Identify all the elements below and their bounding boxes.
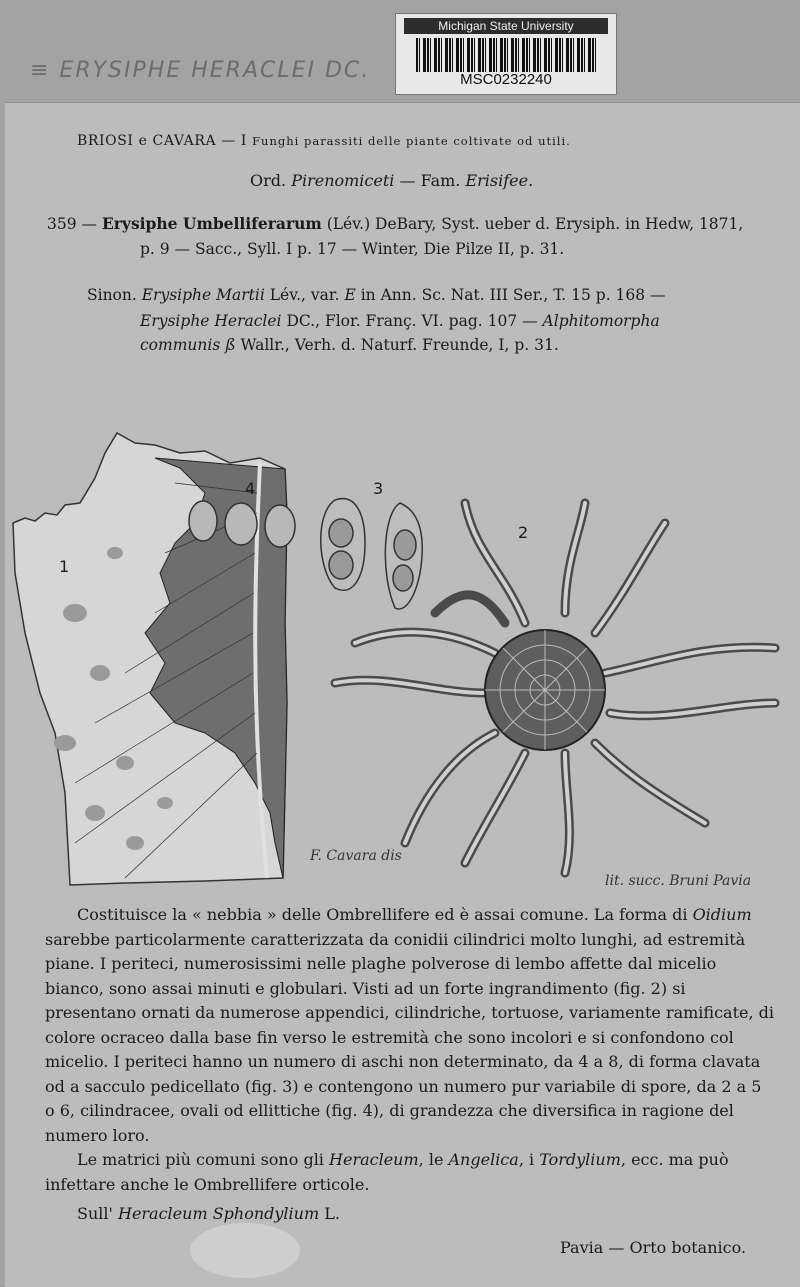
host-prefix: Sull' bbox=[77, 1204, 118, 1223]
series-authors: BRIOSI e CAVARA — I bbox=[77, 133, 253, 149]
spore-illustrations bbox=[189, 501, 295, 547]
printed-label bbox=[5, 102, 800, 1287]
asci-illustrations bbox=[321, 499, 423, 609]
plate-drawing bbox=[5, 373, 800, 893]
entry-number: 359 — bbox=[47, 215, 102, 233]
synonym-1-variety: E bbox=[344, 286, 356, 304]
citation-line-2: p. 9 — Sacc., Syll. I p. 17 — Winter, Die Pilze II, p. 31. bbox=[140, 240, 565, 258]
synonym-line-3 bbox=[140, 336, 559, 354]
synonym-2-name: Erysiphe Heraclei bbox=[140, 312, 282, 330]
synonym-line-1 bbox=[87, 286, 666, 304]
order-family-line bbox=[250, 171, 533, 190]
species-epithet: Umbelliferarum bbox=[182, 214, 322, 233]
description-text bbox=[45, 903, 775, 1197]
tordylium-name: Tordylium bbox=[539, 1150, 621, 1169]
figure-2-label: 2 bbox=[518, 523, 529, 542]
figure-4-label: 4 bbox=[245, 479, 256, 498]
family-separator: — Fam. bbox=[394, 171, 466, 190]
order-prefix: Ord. bbox=[250, 171, 292, 190]
series-title-text: Funghi parassiti delle piante coltivate od utili. bbox=[252, 134, 571, 148]
illustration-plate bbox=[5, 373, 800, 893]
host-line bbox=[77, 1204, 340, 1223]
description-paragraph-2 bbox=[45, 1148, 775, 1197]
figure-1-label: 1 bbox=[59, 557, 70, 576]
description-text-run: sarebbe particolarmente caratterizzata da conidii cilindrici molto lunghi, ad estremità piane. I periteci, numerosissimi nelle plaghe polverose di lembo affette dal micelio bianco, sono assai minuti e globulari. Visti ad un forte ingrandimento (fig. 2) si presentano ornati da numerose appendici, cilindriche, tortuose, variamente ramificate, di colore ocraceo dalla base fin verso le estremità che sono incolori e si confondono col micelio. I periteci hanno un numero di aschi non determinato, da 4 a 8, di forma clavata od a sacculo pedicellato (fig. 3) e contengono un numero pur variabile di spore, da 2 a 5 o 6, cilindracee, ovali od ellittiche (fig. 4), di grandezza che diversifica in ragione del numero loro. bbox=[45, 929, 775, 1145]
figure-3-label: 3 bbox=[373, 479, 384, 498]
description-text-run: , ecc. ma può infettare anche le Ombrellifere orticole. bbox=[45, 1150, 729, 1194]
heracleum-name: Heracleum bbox=[329, 1150, 419, 1169]
family-name: Erisifee. bbox=[465, 171, 534, 190]
host-name: Heracleum Sphondylium bbox=[117, 1204, 320, 1223]
collection-locality: Pavia — Orto botanico. bbox=[560, 1238, 747, 1257]
synonym-3-epithet: communis ß bbox=[140, 336, 236, 354]
synonym-1-citation: in Ann. Sc. Nat. III Ser., T. 15 p. 168 — bbox=[355, 286, 666, 304]
leaf-illustration bbox=[13, 433, 287, 885]
description-text-run: Le matrici più comuni sono gli bbox=[77, 1150, 330, 1169]
host-author: L. bbox=[319, 1204, 340, 1223]
handwritten-annotation: ≡ ERYSIPHE HERACLEI DC. bbox=[30, 58, 371, 83]
description-paragraph-1 bbox=[45, 903, 775, 1148]
synonym-1-authority: Lév., var. bbox=[264, 286, 345, 304]
description-text-run: , i bbox=[518, 1150, 540, 1169]
order-name: Pirenomiceti bbox=[291, 171, 395, 190]
lithographer-signature: lit. succ. Bruni Pavia bbox=[605, 873, 752, 889]
citation-line-1: (Lév.) DeBary, Syst. ueber d. Erysiph. in Hedw, 1871, bbox=[321, 215, 744, 233]
synonym-1-name: Erysiphe Martii bbox=[141, 286, 265, 304]
synonym-prefix: Sinon. bbox=[87, 286, 142, 304]
synonym-3-genus: Alphitomorpha bbox=[542, 312, 660, 330]
barcode-label bbox=[395, 13, 617, 95]
species-entry bbox=[47, 214, 743, 233]
barcode-number: MSC0232240 bbox=[460, 71, 552, 88]
series-title bbox=[77, 133, 571, 149]
barcode-bars bbox=[416, 38, 596, 72]
synonym-2-citation: DC., Flor. Franç. VI. pag. 107 — bbox=[281, 312, 543, 330]
barcode-institution: Michigan State University bbox=[404, 18, 608, 34]
synonym-3-citation: Wallr., Verh. d. Naturf. Freunde, I, p. 31. bbox=[235, 336, 559, 354]
paper-stain bbox=[190, 1223, 300, 1278]
artist-signature: F. Cavara dis bbox=[310, 848, 402, 864]
angelica-name: Angelica bbox=[448, 1150, 519, 1169]
oidium-name: Oidium bbox=[692, 905, 752, 924]
description-text-run: Costituisce la « nebbia » delle Ombrellifere ed è assai comune. La forma di bbox=[77, 905, 693, 924]
synonym-line-2 bbox=[140, 312, 660, 330]
species-genus: Erysiphe bbox=[101, 214, 183, 233]
description-text-run: , le bbox=[418, 1150, 449, 1169]
